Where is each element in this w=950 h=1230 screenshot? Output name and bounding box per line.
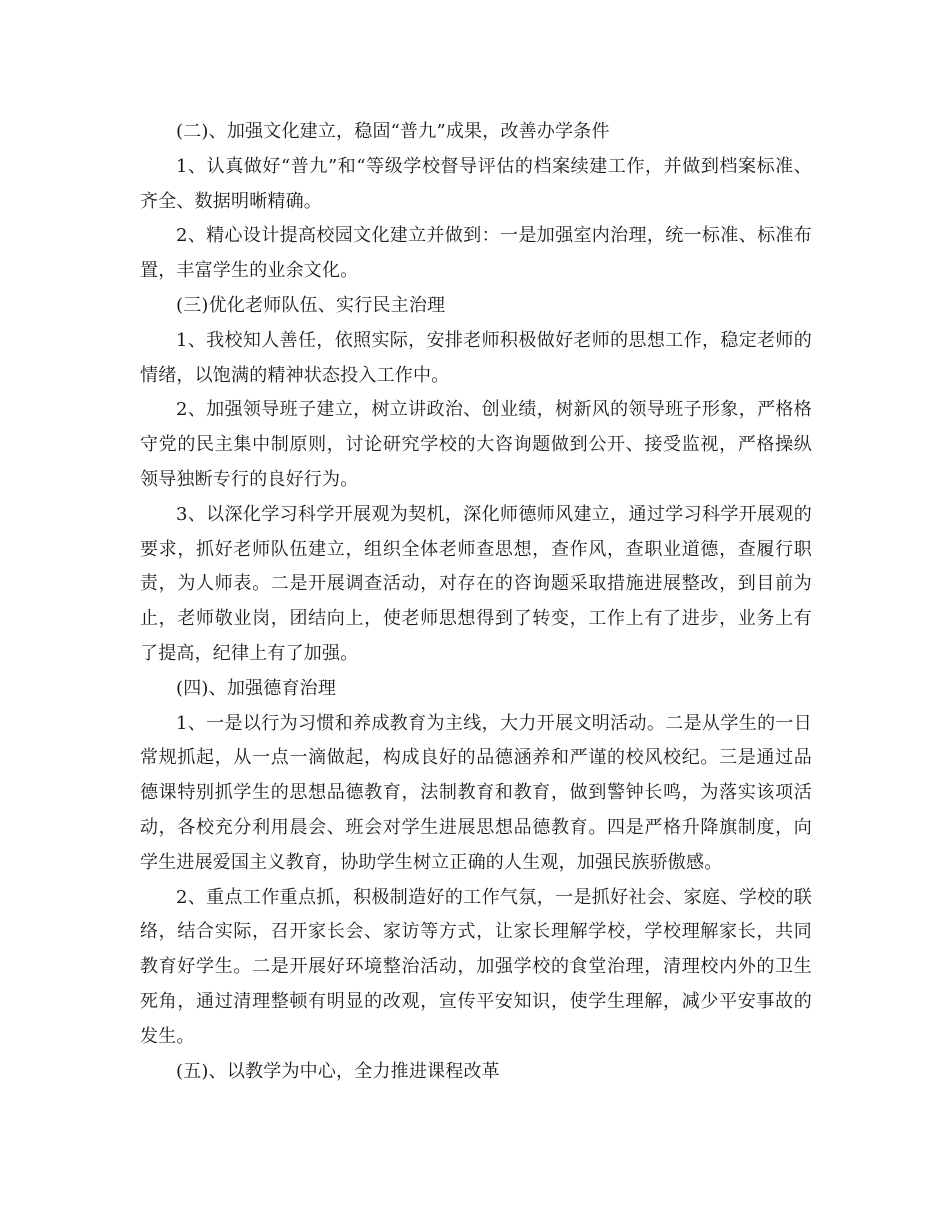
paragraph: 1、我校知人善任，依照实际，安排老师积极做好老师的思想工作，稳定老师的情绪，以饱满的精神状态投入工作中。	[140, 329, 812, 386]
paragraph: 1、一是以行为习惯和养成教育为主线，大力开展文明活动。二是从学生的一日常规抓起，从一点一滴做起，构成良好的品德涵养和严谨的校风校纪。三是通过品德课特别抓学生的思想品德教育，法制教育和教育，做到警钟长鸣，为落实该项活动，各校充分利用晨会、班会对学生进展思想品德教育。四是严格升降旗制度，向学生进展爱国主义教育，协助学生树立正确的人生观，加强民族骄傲感。	[140, 712, 812, 873]
paragraph: 2、重点工作重点抓，积极制造好的工作气氛，一是抓好社会、家庭、学校的联络，结合实际，召开家长会、家访等方式，让家长理解学校，学校理解家长，共同教育好学生。二是开展好环境整治活动，加强学校的食堂治理，清理校内外的卫生死角，通过清理整顿有明显的改观，宣传平安知识，使学生理解，减少平安事故的发生。	[140, 886, 812, 1047]
section-heading-3: (三)优化老师队伍、实行民主治理	[176, 294, 446, 316]
section-heading-4: (四)、加强德育治理	[176, 677, 337, 699]
section-heading-2: (二)、加强文化建立，稳固“普九”成果，改善办学条件	[176, 121, 610, 142]
paragraph: 2、精心设计提高校园文化建立并做到：一是加强室内治理，统一标准、标准布置，丰富学生的业余文化。	[140, 225, 812, 282]
section-heading-5: (五)、以教学为中心，全力推进课程改革	[176, 1060, 500, 1082]
paragraph: 3、以深化学习科学开展观为契机，深化师德师风建立，通过学习科学开展观的要求，抓好老师队伍建立，组织全体老师查思想，查作风，查职业道德，查履行职责，为人师表。二是开展调查活动，对存在的咨询题采取措施进展整改，到目前为止，老师敬业岗，团结向上，使老师思想得到了转变，工作上有了进步，业务上有了提高，纪律上有了加强。	[140, 503, 812, 664]
document-body	[140, 115, 812, 1089]
paragraph: 1、认真做好“普九”和“等级学校督导评估的档案续建工作，并做到档案标准、齐全、数据明晰精确。	[140, 155, 812, 212]
paragraph: 2、加强领导班子建立，树立讲政治、创业绩，树新风的领导班子形象，严格格守党的民主集中制原则，讨论研究学校的大咨询题做到公开、接受监视，严格操纵领导独断专行的良好行为。	[140, 399, 812, 490]
